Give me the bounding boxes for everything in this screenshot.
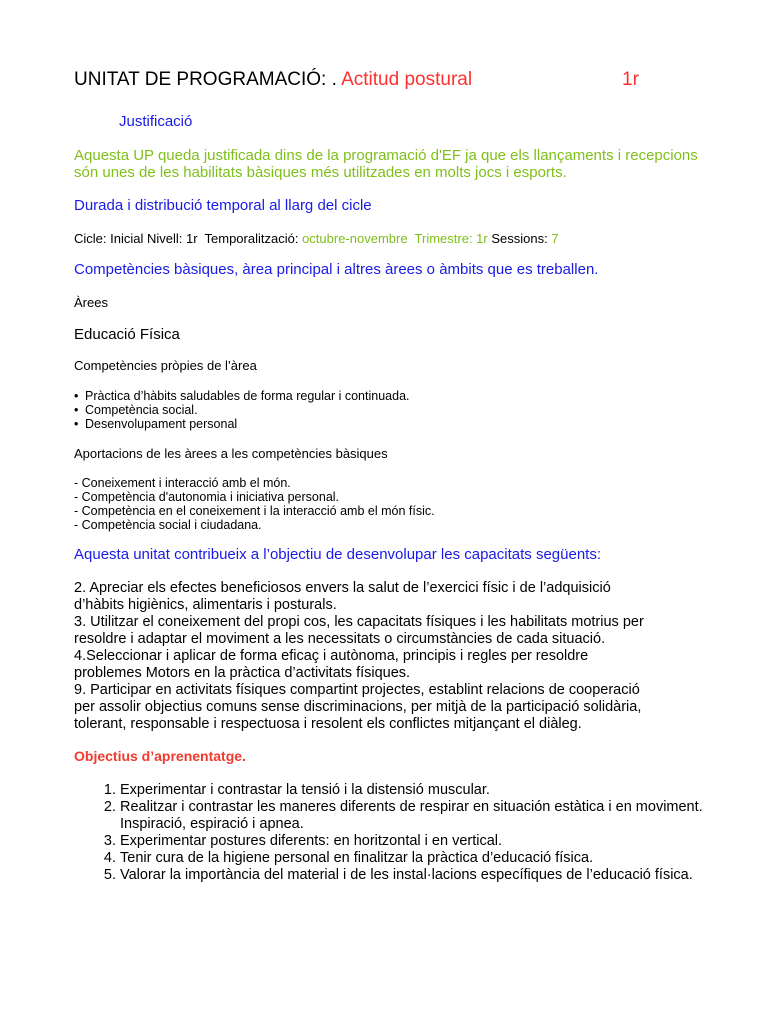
capacitat-line: 9. Participar en activitats físiques compartint projectes, establint relacions de cooperació [74,682,640,698]
capacitat-line: 3. Utilitzar el coneixement del propi cos, les capacitats físiques i les habilitats motrius per [74,614,644,630]
capacitat-line: tolerant, responsable i respectuosa i resolent els conflictes mitjançant el diàleg. [74,716,582,732]
list-item: - Competència d'autonomia i iniciativa personal. [74,490,340,504]
durada-details [74,231,724,246]
list-item: • Competència social. [85,403,724,417]
aportacions-heading: Aportacions de les àrees a les competències bàsiques [74,446,388,461]
justificacio-heading: Justificació [119,113,193,130]
sessions-label: Sessions: [487,231,552,246]
list-item: 4. Tenir cura de la higiene personal en finalitzar la pràctica d’educació física. [120,850,724,867]
list-item: - Competència social i ciudadana. [74,518,262,532]
justificacio-text: Aquesta UP queda justificada dins de la programació d'EF ja que els llançaments i recepcions són unes de les habilitats bàsiques més utilitzades en molts jocs i esports. [74,147,698,181]
propies-heading: Competències pròpies de l’àrea [74,358,257,373]
capacitat-line: 4.Seleccionar i aplicar de forma eficaç i autònoma, principis i regles per resoldre [74,648,589,664]
capacitats-list [74,580,724,733]
cicle-label: Cicle: Inicial Nivell: 1r Temporalització: [74,231,303,246]
sessions-value: 7 [551,231,559,246]
list-item: 5. Valorar la importància del material i de les instal·lacions específiques de l’educació física. [120,867,724,884]
list-item: - Competència en el coneixement i la interacció amb el món físic. [74,504,435,518]
arees-label: Àrees [74,295,108,310]
list-item: • Desenvolupament personal [85,417,724,431]
objectius-heading: Objectius d’aprenentatge. [74,748,246,764]
unit-title [74,69,724,91]
area-name: Educació Física [74,326,180,343]
temporalitzacio-value: octubre-novembre [302,231,408,246]
objectius-list [74,782,724,884]
propies-list-wrap [74,389,724,431]
list-item: 2. Realitzar i contrastar les maneres diferents de respirar en situación estàtica i en moviment. Inspiració, espiració i apnea. [120,799,724,833]
capacitats-heading: Aquesta unitat contribueix a l’objectiu de desenvolupar les capacitats següents: [74,546,601,563]
capacitat-line: problemes Motors en la pràctica d’activitats físiques. [74,665,411,681]
aportacions-list [74,476,724,532]
durada-heading: Durada i distribució temporal al llarg del cicle [74,197,372,214]
title-unit-name: Actitud postural [341,69,473,90]
title-level: 1r [622,69,639,90]
capacitat-line: per assolir objectius comuns sense discriminacions, per mitjà de la participació solidària, [74,699,642,715]
competencies-heading: Competències bàsiques, àrea principal i altres àrees o àmbits que es treballen. [74,261,599,278]
propies-list [74,389,724,431]
capacitat-line: 2. Apreciar els efectes beneficiosos envers la salut de l’exercici físic i de l’adquisició [74,580,611,596]
list-item: 1. Experimentar i contrastar la tensió i la distensió muscular. [120,782,724,799]
list-item: • Pràctica d’hàbits saludables de forma regular i continuada. [85,389,724,403]
title-prefix: UNITAT DE PROGRAMACIÓ: . [74,69,342,90]
capacitat-line: resoldre i adaptar el moviment a les necessitats o circumstàncies de cada situació. [74,631,606,647]
list-item: - Coneixement i interacció amb el món. [74,476,291,490]
list-item: 3. Experimentar postures diferents: en horitzontal i en vertical. [120,833,724,850]
capacitat-line: d’hàbits higiènics, alimentaris i posturals. [74,597,337,613]
trimestre-label: Trimestre: 1r [407,231,488,246]
objectius-list-wrap [74,782,724,884]
